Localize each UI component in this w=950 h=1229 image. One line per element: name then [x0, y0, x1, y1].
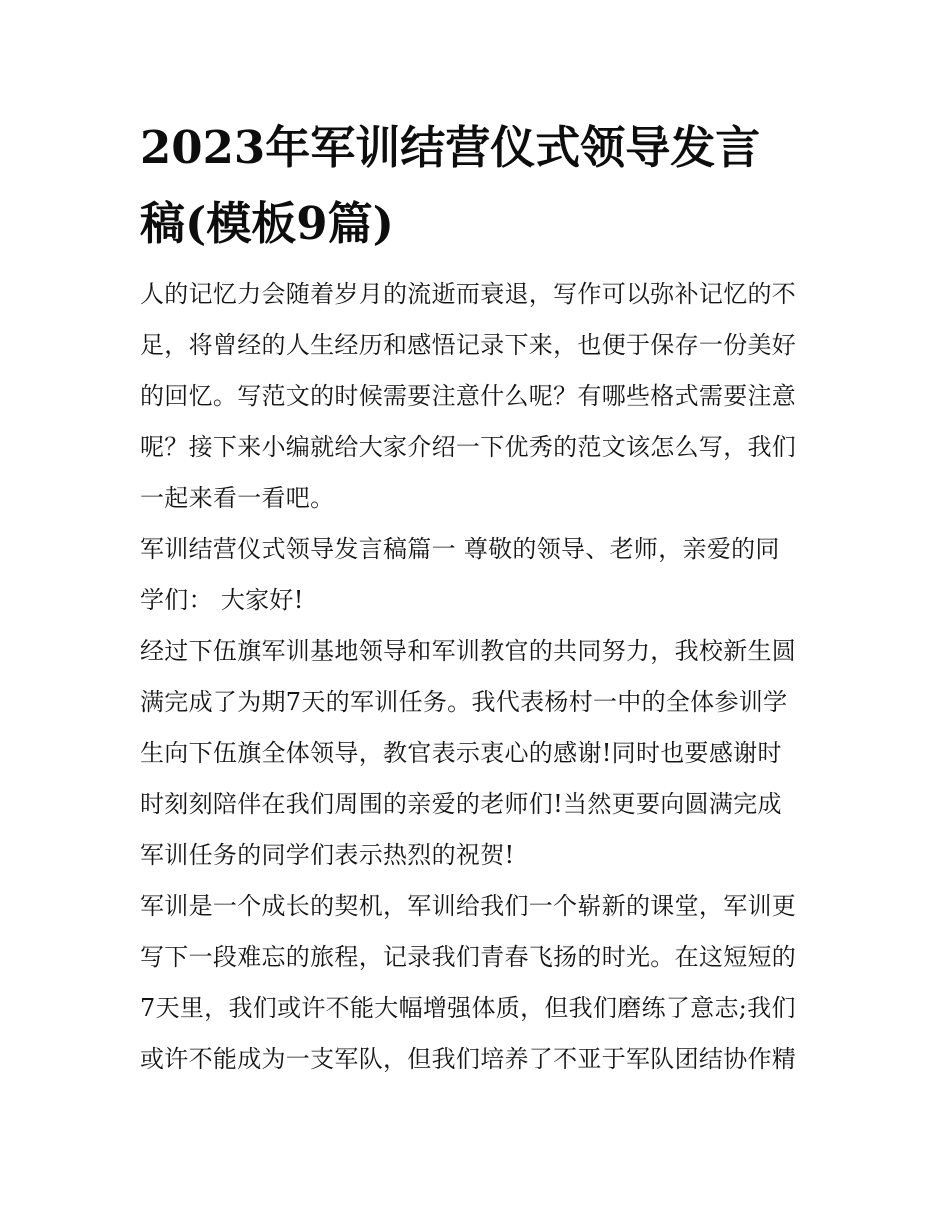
text-line: 军训结营仪式领导发言稿篇一 尊敬的领导、老师，亲爱的同 [140, 535, 780, 563]
text-line: 7天里，我们或许不能大幅增强体质，但我们磨练了意志;我们 [140, 994, 796, 1022]
text-line: 生向下伍旗全体领导，教官表示衷心的感谢!同时也要感谢时 [140, 739, 782, 767]
text-line: 写下一段难忘的旅程，记录我们青春飞扬的时光。在这短短的 [140, 943, 797, 971]
paragraph-intro [140, 269, 820, 524]
text-line: 军训是一个成长的契机，军训给我们一个崭新的课堂，军训更 [140, 892, 797, 920]
text-line: 经过下伍旗军训基地领导和军训教官的共同努力，我校新生圆 [140, 637, 797, 665]
text-line: 人的记忆力会随着岁月的流逝而衰退，写作可以弥补记忆的不 [140, 280, 797, 308]
paragraph-greeting [140, 524, 820, 626]
paragraph-thanks [140, 626, 820, 881]
paragraph-growth [140, 881, 820, 1085]
text-line: 时刻刻陪伴在我们周围的亲爱的老师们!当然更要向圆满完成 [140, 790, 782, 818]
text-line: 满完成了为期7天的军训任务。我代表杨村一中的全体参训学 [140, 688, 788, 716]
document-body [140, 269, 820, 1085]
title-line: 2023年军训结营仪式领导发言 [140, 121, 761, 174]
title-line: 稿(模板9篇) [140, 197, 394, 250]
text-line: 学们： 大家好! [140, 586, 304, 614]
text-line: 一起来看一看吧。 [140, 484, 335, 512]
text-line: 足，将曾经的人生经历和感悟记录下来，也便于保存一份美好 [140, 331, 797, 359]
document-page [140, 110, 820, 1085]
text-line: 或许不能成为一支军队，但我们培养了不亚于军队团结协作精 [140, 1045, 797, 1073]
text-line: 军训任务的同学们表示热烈的祝贺! [140, 841, 515, 869]
document-title [140, 110, 820, 262]
text-line: 的回忆。写范文的时候需要注意什么呢？有哪些格式需要注意 [140, 382, 797, 410]
text-line: 呢？接下来小编就给大家介绍一下优秀的范文该怎么写，我们 [140, 433, 797, 461]
